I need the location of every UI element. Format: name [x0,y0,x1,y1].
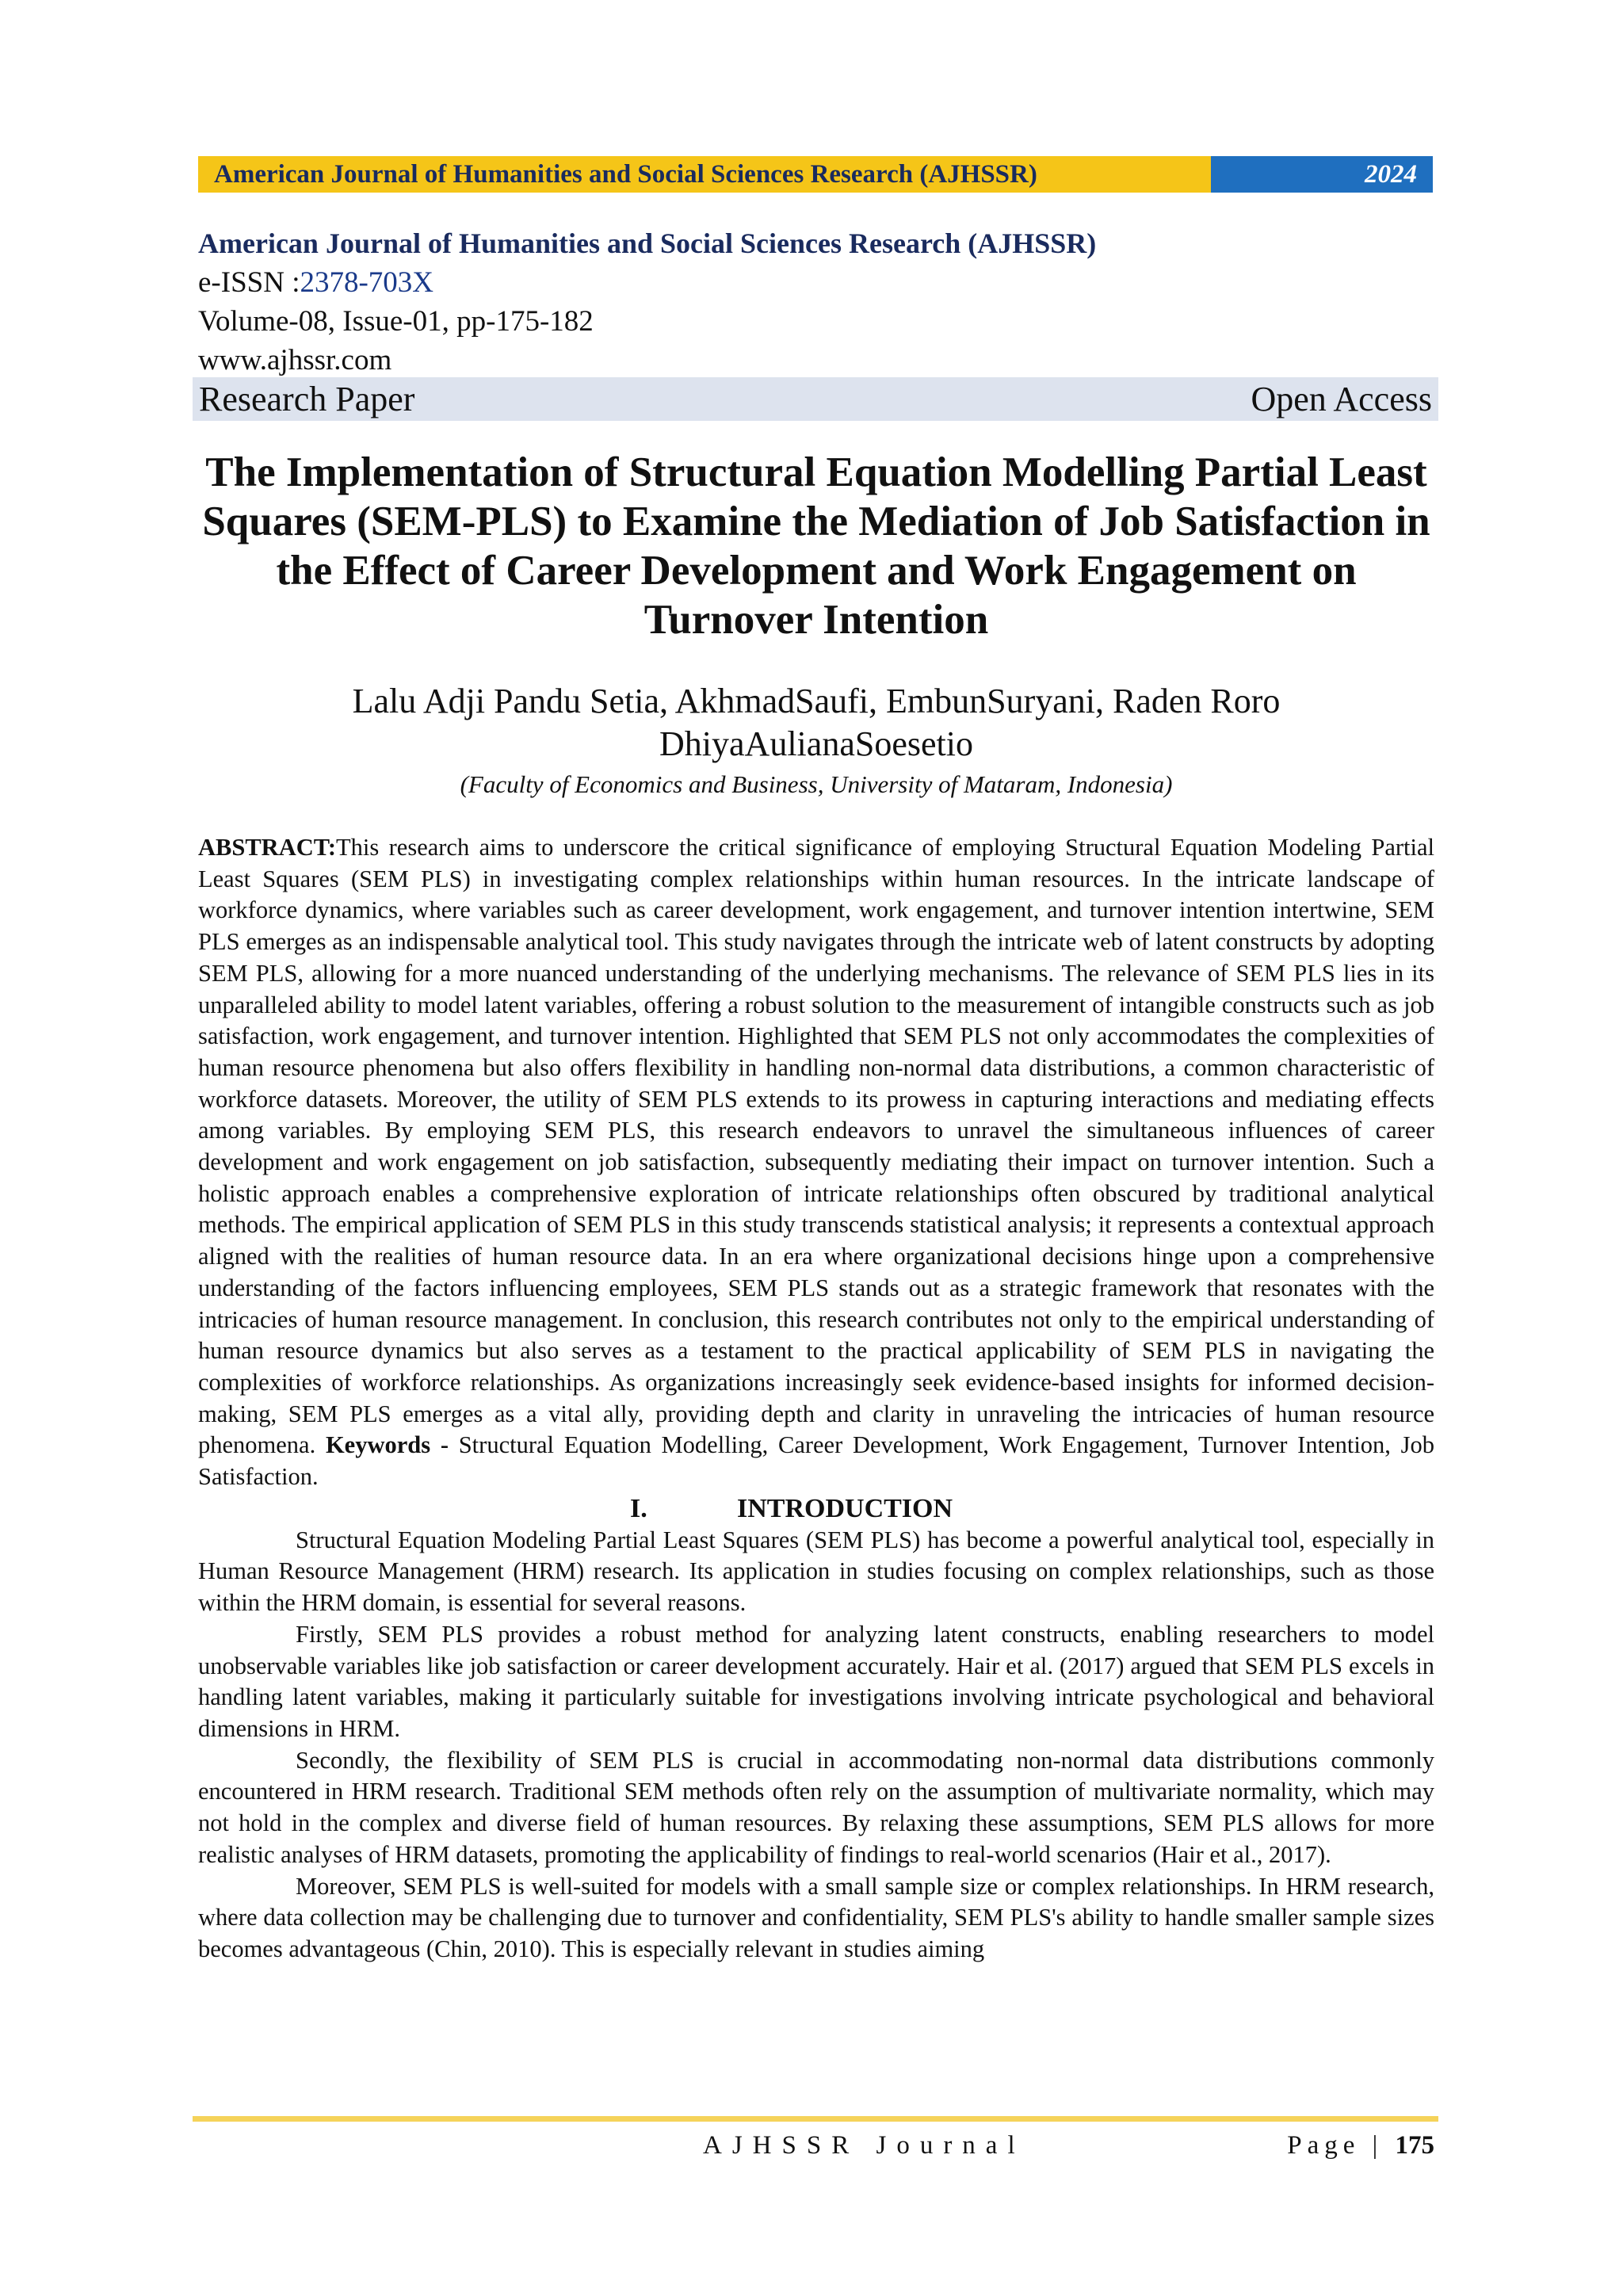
paper-type-bar [193,377,1438,421]
abstract-text: This research aims to underscore the critical significance of employing Structural Equation Modeling Partial Least Squares (SEM PLS) in investigating complex relationships within human resources. In the intricate landscape of workforce dynamics, where variables such as career development, work engagement, and turnover intention intertwine, SEM PLS emerges as an indispensable analytical tool. This study navigates through the intricate web of latent constructs by adopting SEM PLS, allowing for a more nuanced understanding of the underlying mechanisms. The relevance of SEM PLS lies in its unparalleled ability to model latent variables, offering a robust solution to the measurement of intangible constructs such as job satisfaction, work engagement, and turnover intention. Highlighted that SEM PLS not only accommodates the complexities of human resource phenomena but also offers flexibility in handling non-normal data distributions, a common characteristic of workforce datasets. Moreover, the utility of SEM PLS extends to its prowess in capturing interactions and mediating effects among variables. By employing SEM PLS, this research endeavors to unravel the simultaneous influences of career development and work engagement on job satisfaction, subsequently mediating their impact on turnover intention. Such a holistic approach enables a comprehensive exploration of intricate relationships often obscured by traditional analytical methods. The empirical application of SEM PLS in this study transcends statistical analysis; it represents a contextual approach aligned with the realities of human resource data. In an era where organizational decisions hinge upon a comprehensive understanding of the factors influencing employees, SEM PLS stands out as a strategic framework that resonates with the intricacies of human resource management. In conclusion, this research contributes not only to the empirical understanding of human resource dynamics but also serves as a testament to the practical applicability of SEM PLS in navigating the complexities of workforce relationships. As organizations increasingly seek evidence-based insights for informed decision-making, SEM PLS emerges as a vital ally, providing depth and clarity in unraveling the intricacies of human resource phenomena. [198,834,1434,1459]
intro-paragraph: Firstly, SEM PLS provides a robust method for analyzing latent constructs, enabling researchers to model unobservable variables like job satisfaction or career development accurately. Hair et al. (2017) argued that SEM PLS excels in handling latent variables, making it particularly suitable for investigations involving intricate psychological and behavioral dimensions in HRM. [198,1620,1434,1742]
abstract [198,832,1434,1493]
intro-paragraph: Structural Equation Modeling Partial Least Squares (SEM PLS) has become a powerful analytical tool, especially in Human Resource Management (HRM) research. Its application in studies focusing on complex relationships, such as those within the HRM domain, is essential for several reasons. [198,1526,1434,1617]
journal-meta [198,224,1434,380]
issn-value: 2378-703X [300,266,434,299]
meta-journal-name: American Journal of Humanities and Social Sciences Research (AJHSSR) [198,227,1097,259]
issn-label: e-ISSN : [198,266,300,299]
section-title: INTRODUCTION [737,1493,953,1523]
section-heading-introduction [198,1493,1434,1525]
keywords-label: Keywords - [325,1431,449,1459]
section-number: I. [630,1493,647,1523]
issn-line [198,263,1434,302]
keywords-text: Structural Equation Modelling, Career Development, Work Engagement, Turnover Intention, Job Satisfaction. [198,1431,1435,1491]
volume-line: Volume-08, Issue-01, pp-175-182 [198,305,594,338]
authors: Lalu Adji Pandu Setia, AkhmadSaufi, EmbunSuryani, Raden Roro DhiyaAulianaSoesetio [352,682,1281,763]
paper-type: Research Paper [199,380,415,418]
intro-paragraph: Secondly, the flexibility of SEM PLS is crucial in accommodating non-normal data distributions commonly encountered in HRM research. Traditional SEM methods often rely on the assumption of multivariate normality, which may not hold in the complex and diverse field of human resources. By relaxing these assumptions, SEM PLS allows for more realistic analyses of HRM datasets, promoting the applicability of findings to real-world scenarios (Hair et al., 2017). [198,1746,1434,1868]
paper-body [198,832,1434,1966]
intro-paragraph: Moreover, SEM PLS is well-suited for models with a small sample size or complex relationships. In HRM research, where data collection may be challenging due to turnover and confidentiality, SEM PLS's ability to handle smaller sample sizes becomes advantageous (Chin, 2010). This is especially relevant in studies aiming [198,1872,1434,1962]
journal-banner [198,156,1433,193]
page-footer [198,2128,1434,2164]
abstract-label: ABSTRACT: [198,834,336,861]
banner-journal-name: American Journal of Humanities and Social Sciences Research (AJHSSR) [198,156,1211,193]
banner-year: 2024 [1211,156,1433,193]
paper-title: The Implementation of Structural Equation Modelling Partial Least Squares (SEM-PLS) to Examine the Mediation of Job Satisfaction in the Effect of Career Development and Work Engagement on Turnover Intention [202,449,1430,643]
page-label: Page | [1287,2131,1396,2160]
footer-page [1287,2128,1434,2164]
footer-divider [193,2116,1438,2122]
access-type: Open Access [1251,380,1432,418]
footer-journal: AJHSSR Journal [703,2131,1025,2160]
affiliation: (Faculty of Economics and Business, University of Mataram, Indonesia) [460,770,1173,798]
page-number: 175 [1395,2131,1434,2160]
website-link[interactable]: www.ajhssr.com [198,344,392,376]
